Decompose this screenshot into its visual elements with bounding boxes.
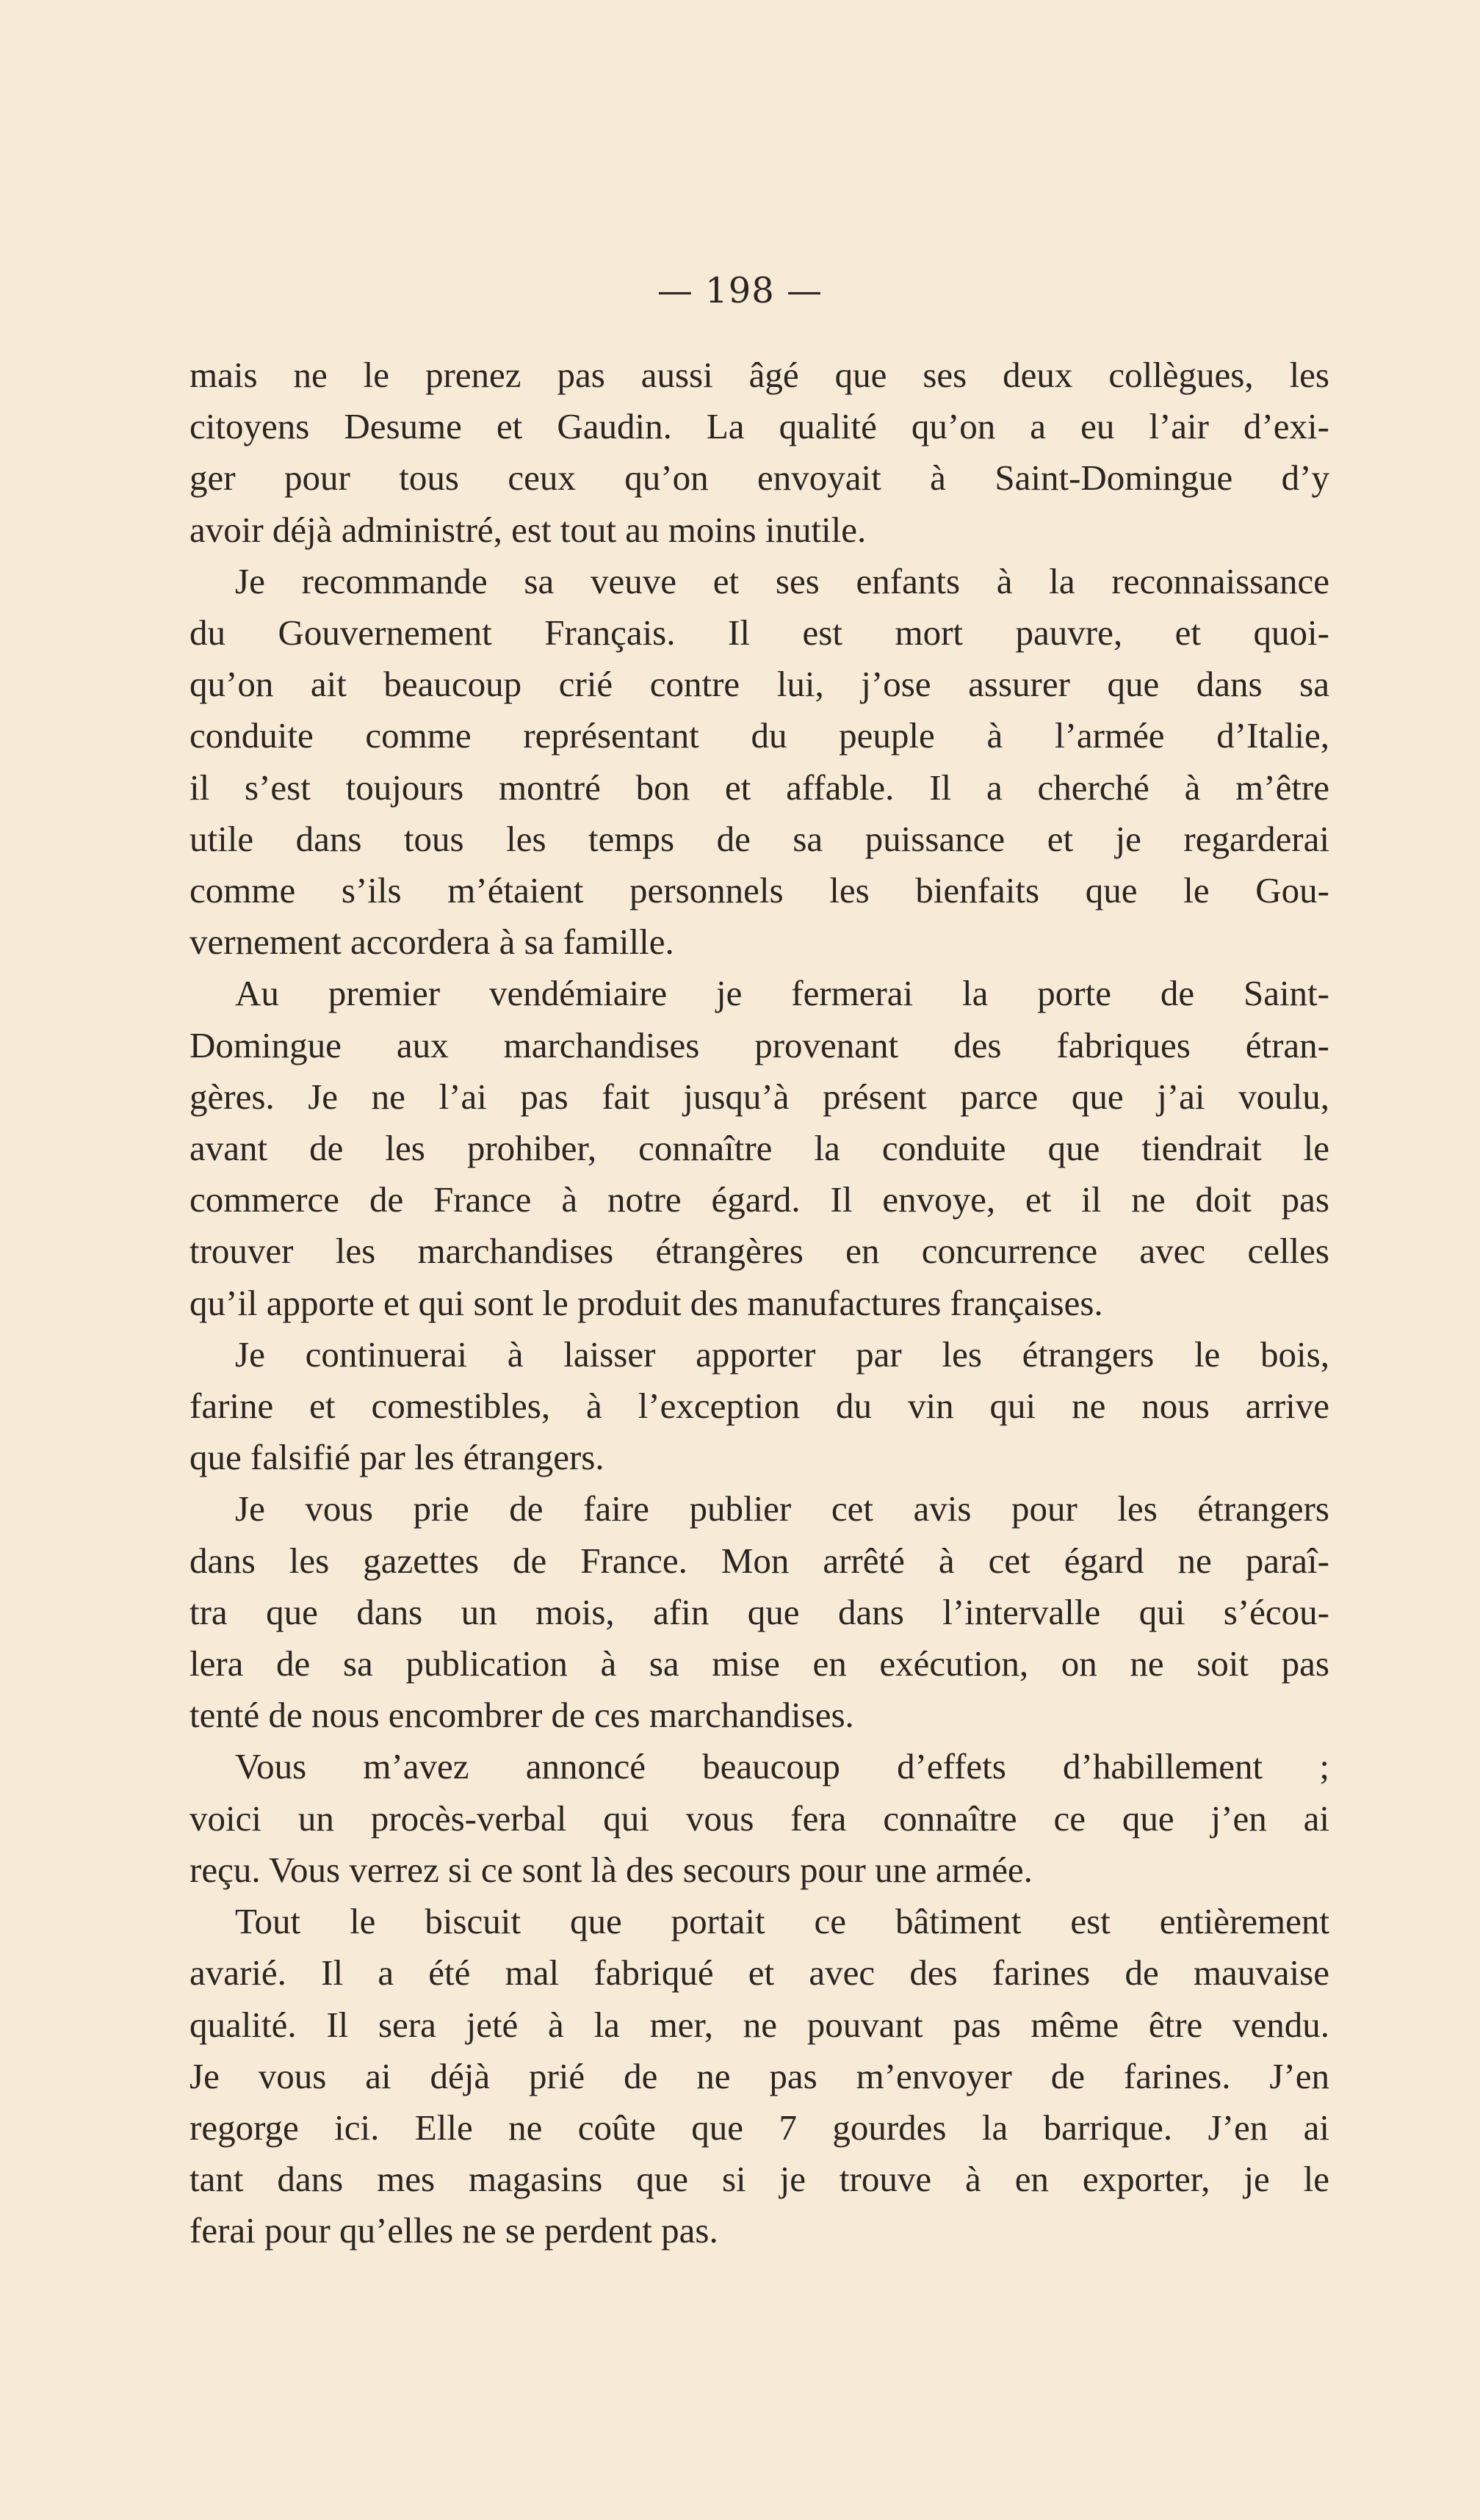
text-line: Vous m’avez annoncé beaucoup d’effets d’habillement ; xyxy=(235,1746,1329,1787)
text-line: Au premier vendémiaire je fermerai la porte de Saint- xyxy=(235,973,1329,1014)
text-line: Je vous ai déjà prié de ne pas m’envoyer de farines. J’en xyxy=(189,2055,1329,2096)
text-line: comme s’ils m’étaient personnels les bienfaits que le Gou- xyxy=(189,870,1329,911)
text-line: ferai pour qu’elles ne se perdent pas. xyxy=(189,2210,718,2251)
text-line: tant dans mes magasins que si je trouve à en exporter, je le xyxy=(189,2159,1329,2200)
text-line: Je recommande sa veuve et ses enfants à la reconnaissance xyxy=(235,560,1329,601)
text-line: reçu. Vous verrez si ce sont là des secours pour une armée. xyxy=(189,1849,1033,1890)
text-line: tenté de nous encombrer de ces marchandises. xyxy=(189,1695,854,1736)
text-line: citoyens Desume et Gaudin. La qualité qu’on a eu l’air d’exi- xyxy=(189,406,1329,447)
text-line: il s’est toujours montré bon et affable. Il a cherché à m’être xyxy=(189,767,1329,808)
text-line: Domingue aux marchandises provenant des fabriques étran- xyxy=(189,1024,1329,1065)
text-line: qu’on ait beaucoup crié contre lui, j’ose assurer que dans sa xyxy=(189,664,1329,705)
text-line: Je vous prie de faire publier cet avis pour les étrangers xyxy=(235,1488,1329,1529)
text-line: ger pour tous ceux qu’on envoyait à Saint-Domingue d’y xyxy=(189,457,1329,499)
page-number: — 198 — xyxy=(657,270,823,311)
text-line: avoir déjà administré, est tout au moins inutile. xyxy=(189,509,867,550)
text-line: regorge ici. Elle ne coûte que 7 gourdes la barrique. J’en ai xyxy=(189,2107,1329,2148)
text-line: trouver les marchandises étrangères en concurrence avec celles xyxy=(189,1231,1329,1272)
text-line: farine et comestibles, à l’exception du vin qui ne nous arrive xyxy=(189,1386,1329,1427)
text-line: qu’il apporte et qui sont le produit des manufactures françaises. xyxy=(189,1282,1103,1323)
body-text xyxy=(189,350,1329,2257)
text-line: avarié. Il a été mal fabriqué et avec des farines de mauvaise xyxy=(189,1952,1329,1994)
text-line: qualité. Il sera jeté à la mer, ne pouvant pas même être vendu. xyxy=(189,2004,1329,2045)
text-line: Je continuerai à laisser apporter par les étrangers le bois, xyxy=(235,1333,1329,1375)
text-line: avant de les prohiber, connaître la conduite que tiendrait le xyxy=(189,1128,1329,1169)
text-line: dans les gazettes de France. Mon arrêté à cet égard ne paraî- xyxy=(189,1540,1329,1581)
text-line: vernement accordera à sa famille. xyxy=(189,922,674,963)
text-line: lera de sa publication à sa mise en exécution, on ne soit pas xyxy=(189,1643,1329,1684)
text-line: tra que dans un mois, afin que dans l’intervalle qui s’écou- xyxy=(189,1591,1329,1632)
text-line: gères. Je ne l’ai pas fait jusqu’à présent parce que j’ai voulu, xyxy=(189,1076,1329,1117)
text-line: du Gouvernement Français. Il est mort pauvre, et quoi- xyxy=(189,612,1329,653)
text-line: mais ne le prenez pas aussi âgé que ses deux collègues, les xyxy=(189,355,1329,395)
text-line: utile dans tous les temps de sa puissance et je regarderai xyxy=(189,818,1329,859)
text-line: voici un procès-verbal qui vous fera connaître ce que j’en ai xyxy=(189,1797,1329,1839)
text-line: Tout le biscuit que portait ce bâtiment est entièrement xyxy=(235,1901,1329,1942)
text-line: que falsifié par les étrangers. xyxy=(189,1437,604,1478)
text-line: conduite comme représentant du peuple à l’armée d’Italie, xyxy=(189,715,1329,756)
text-line: commerce de France à notre égard. Il envoye, et il ne doit pas xyxy=(189,1179,1329,1220)
